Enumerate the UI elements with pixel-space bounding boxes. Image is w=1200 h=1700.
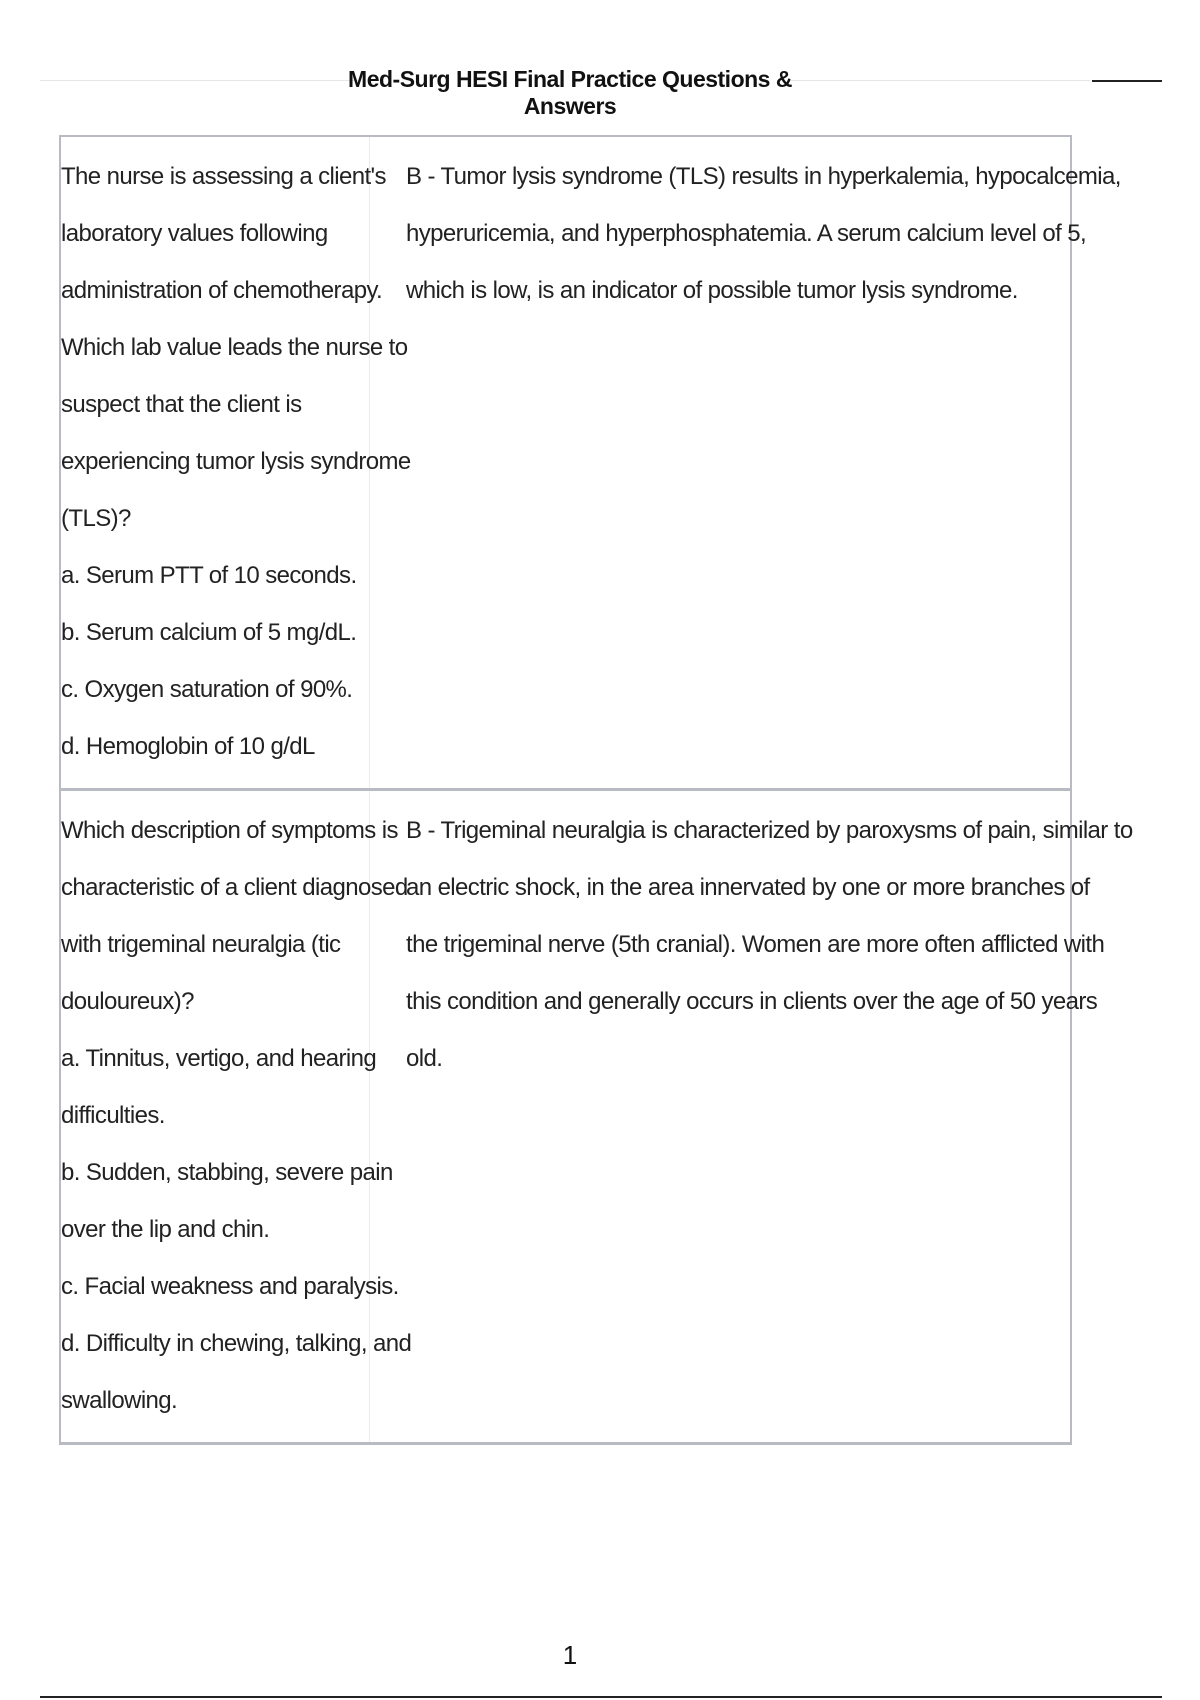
question-line: (TLS)? (61, 505, 131, 532)
answer-option: difficulties. (61, 1102, 165, 1129)
rationale-line: which is low, is an indicator of possible tumor lysis syndrome. (406, 277, 1018, 304)
rationale-line: hyperuricemia, and hyperphosphatemia. A serum calcium level of 5, (406, 220, 1087, 247)
answer-option: d. Difficulty in chewing, talking, and (61, 1330, 412, 1357)
question-line: characteristic of a client diagnosed (61, 874, 408, 901)
question-line: experiencing tumor lysis syndrome (61, 448, 411, 475)
answer-option: b. Sudden, stabbing, severe pain (61, 1159, 393, 1186)
footer-rule (40, 1696, 1162, 1698)
question-line: The nurse is assessing a client's (61, 163, 386, 190)
question-line: with trigeminal neuralgia (tic (61, 931, 341, 958)
question-line: Which lab value leads the nurse to (61, 334, 408, 361)
rationale-line: this condition and generally occurs in clients over the age of 50 years (406, 988, 1098, 1015)
answer-option: b. Serum calcium of 5 mg/dL. (61, 619, 357, 646)
answer-option: c. Facial weakness and paralysis. (61, 1273, 399, 1300)
rationale-line: an electric shock, in the area innervated by one or more branches of (406, 874, 1090, 901)
answer-cell (370, 137, 1161, 788)
question-line: Which description of symptoms is (61, 817, 398, 844)
answer-option: a. Tinnitus, vertigo, and hearing (61, 1045, 377, 1072)
answer-option: d. Hemoglobin of 10 g/dL (61, 733, 315, 760)
question-line: suspect that the client is (61, 391, 302, 418)
rationale-line: old. (406, 1045, 443, 1072)
answer-option: over the lip and chin. (61, 1216, 270, 1243)
rationale-line: B - Tumor lysis syndrome (TLS) results in hyperkalemia, hypocalcemia, (406, 163, 1121, 190)
rationale-line: B - Trigeminal neuralgia is characterized by paroxysms of pain, similar to (406, 817, 1133, 844)
question-line: administration of chemotherapy. (61, 277, 383, 304)
answer-cell (370, 791, 1173, 1442)
page-number: 1 (562, 1640, 578, 1670)
answer-option: a. Serum PTT of 10 seconds. (61, 562, 357, 589)
answer-option: swallowing. (61, 1387, 178, 1414)
document-title: Med-Surg HESI Final Practice Questions & Answers (348, 66, 792, 119)
question-line: douloureux)? (61, 988, 194, 1015)
answer-option: c. Oxygen saturation of 90%. (61, 676, 353, 703)
qa-table (59, 135, 1133, 1445)
table-row (61, 791, 1133, 1445)
rationale-line: the trigeminal nerve (5th cranial). Women are more often afflicted with (406, 931, 1105, 958)
question-line: laboratory values following (61, 220, 328, 247)
table-row (61, 137, 1121, 791)
header-accent-rule (1092, 80, 1162, 82)
question-cell (61, 791, 412, 1442)
question-cell (61, 137, 411, 788)
